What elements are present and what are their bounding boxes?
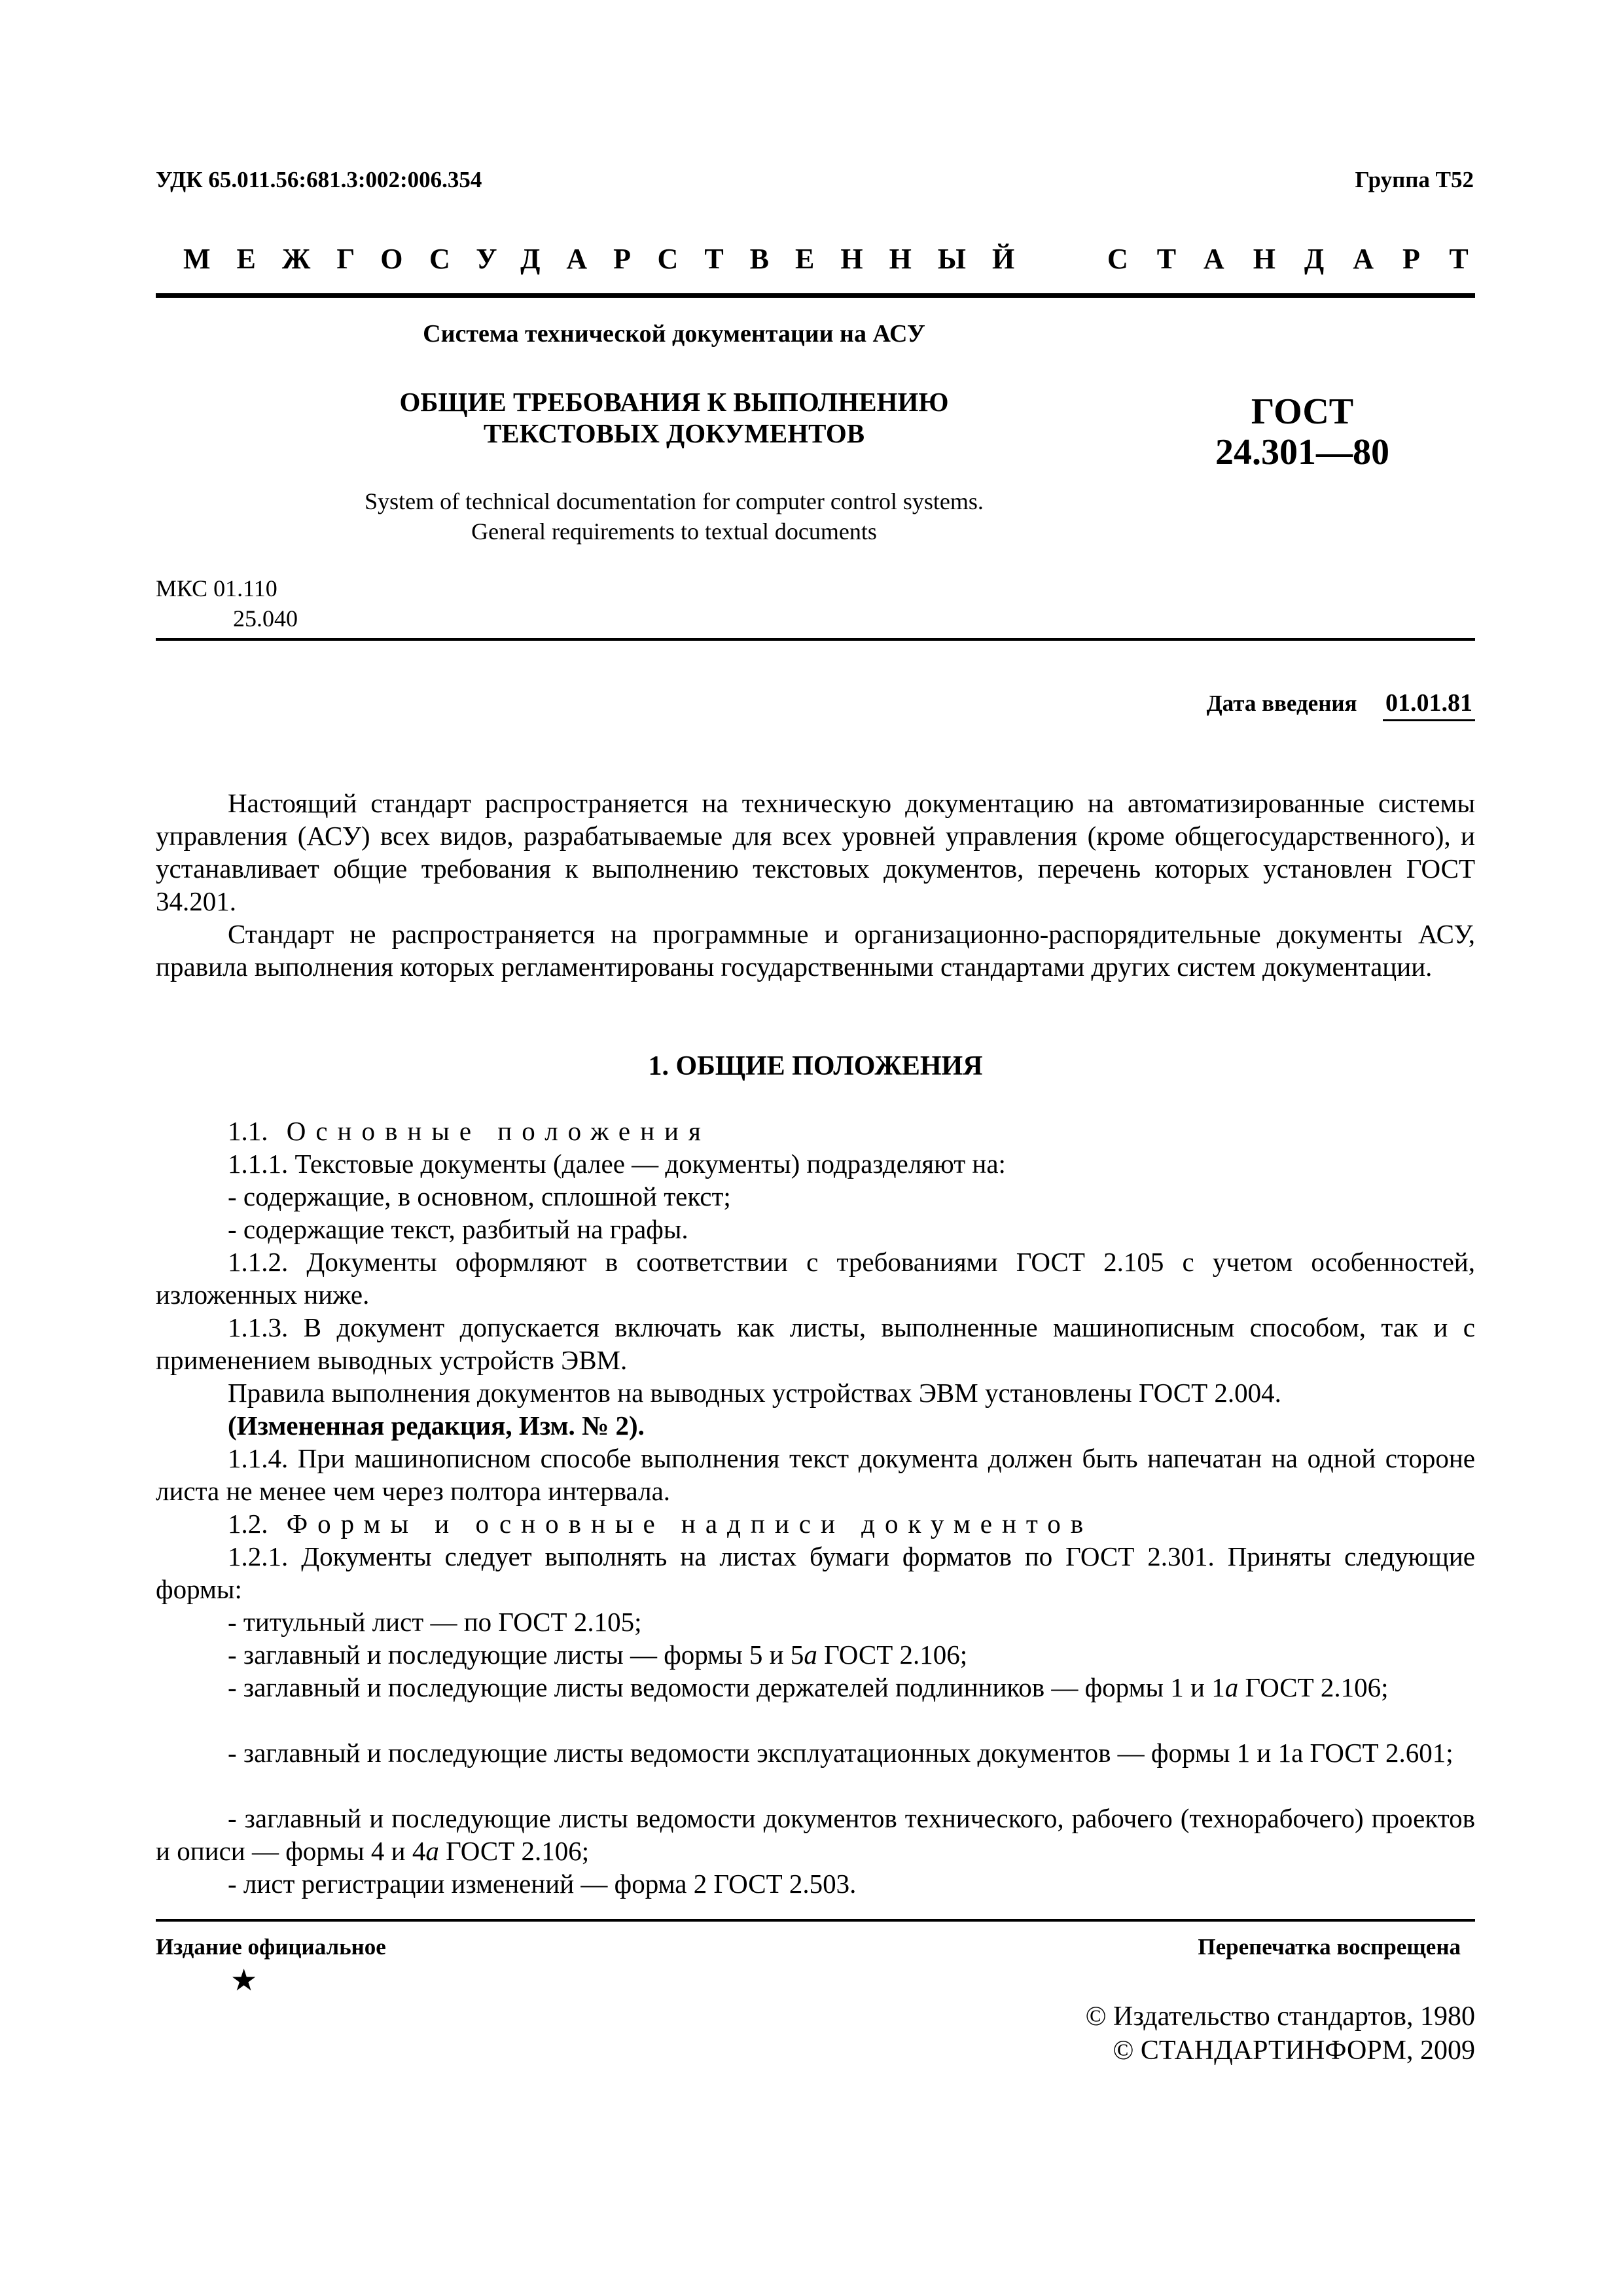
clause-evm-rules: Правила выполнения документов на выводных устройствах ЭВМ установлены ГОСТ 2.004. xyxy=(228,1378,1281,1408)
english-title-line2: General requirements to textual documents xyxy=(471,518,877,545)
title-block-rule xyxy=(156,638,1475,641)
subsection-1-1-title: Основные положения xyxy=(286,1116,711,1146)
form-project-docs-tail: ГОСТ 2.106; xyxy=(438,1836,590,1866)
footer-rule xyxy=(156,1919,1475,1922)
form-project-docs xyxy=(156,1802,1475,1867)
clause-1-1-1: 1.1.1. Текстовые документы (далее — документы) подразделяют на: xyxy=(228,1149,1006,1179)
banner-interstate: МЕЖГОСУДАРСТВЕННЫЙ xyxy=(183,243,1041,275)
mks-label: МКС 01.110 xyxy=(156,575,277,601)
english-title xyxy=(249,486,1099,547)
document-title xyxy=(347,386,1001,449)
clause-1-1-2: 1.1.2. Документы оформляют в соответствии с требованиями ГОСТ 2.105 с учетом особенностей, изложенных ниже. xyxy=(156,1247,1475,1310)
form-operational-docs: - заглавный и последующие листы ведомости эксплуатационных документов — формы 1 и 1а ГОСТ 2.601; xyxy=(228,1738,1454,1768)
clause-1-1-1-item-a: - содержащие, в основном, сплошной текст; xyxy=(228,1181,731,1211)
copyright-2009: © СТАНДАРТИНФОРМ, 2009 xyxy=(1113,2036,1475,2066)
form-main-sheets-italic: а xyxy=(804,1640,817,1670)
clause-1-2-1: 1.2.1. Документы следует выполнять на листах бумаги форматов по ГОСТ 2.301. Приняты следующие формы: xyxy=(156,1541,1475,1604)
copyright-1980: © Издательство стандартов, 1980 xyxy=(1085,2001,1475,2032)
form-change-register: - лист регистрации изменений — форма 2 ГОСТ 2.503. xyxy=(228,1869,857,1899)
star-icon: ★ xyxy=(230,1964,258,1997)
clause-1-1-4: 1.1.4. При машинописном способе выполнения текст документа должен быть напечатан на одной стороне листа не менее чем через полтора интервала. xyxy=(156,1443,1475,1506)
introduction-date-label: Дата введения xyxy=(1206,691,1357,716)
introduction-date xyxy=(1207,689,1475,717)
section-1-heading: 1. ОБЩИЕ ПОЛОЖЕНИЯ xyxy=(648,1051,983,1081)
banner-rule xyxy=(156,293,1475,298)
subsection-1-2-heading xyxy=(228,1507,1475,1540)
document-title-line2: ТЕКСТОВЫХ ДОКУМЕНТОВ xyxy=(483,418,865,448)
subsection-1-2-title: Формы и основные надписи документов xyxy=(286,1509,1094,1539)
form-title-page: - титульный лист — по ГОСТ 2.105; xyxy=(228,1607,642,1637)
subsection-1-2-number: 1.2. xyxy=(228,1509,268,1539)
group-code: Группа Т52 xyxy=(1355,167,1474,192)
form-project-docs-text: - заглавный и последующие листы ведомости документов технического, рабочего (технорабочего) проектов и описи — формы 4 и 4 xyxy=(156,1803,1475,1866)
amendment-note: (Измененная редакция, Изм. № 2). xyxy=(228,1410,645,1441)
official-edition: Издание официальное xyxy=(156,1934,386,1960)
mks-second: 25.040 xyxy=(233,605,298,632)
introduction-date-value: 01.01.81 xyxy=(1383,689,1475,721)
subsection-1-1-heading xyxy=(228,1115,1475,1147)
reprint-prohibited: Перепечатка воспрещена xyxy=(1198,1934,1461,1960)
form-original-holders-tail: ГОСТ 2.106; xyxy=(1238,1672,1389,1702)
document-title-line1: ОБЩИЕ ТРЕБОВАНИЯ К ВЫПОЛНЕНИЮ xyxy=(399,387,949,417)
clause-1-1-3: 1.1.3. В документ допускается включать как листы, выполненные машинописным способом, так и с применением выводных устройств ЭВМ. xyxy=(156,1312,1475,1375)
intro-paragraph-2: Стандарт не распространяется на программные и организационно-распорядительные документы АСУ, правила выполнения которых регламентированы государственными стандартами других систем документации. xyxy=(156,919,1475,982)
form-main-sheets-text: - заглавный и последующие листы — формы 5 и 5 xyxy=(228,1640,804,1670)
mks-codes xyxy=(156,573,298,634)
form-project-docs-italic: а xyxy=(425,1836,439,1866)
gost-designation xyxy=(1178,391,1427,473)
form-original-holders-text: - заглавный и последующие листы ведомости держателей подлинников — формы 1 и 1 xyxy=(228,1672,1225,1702)
clause-1-1-1-item-b: - содержащие текст, разбитый на графы. xyxy=(228,1214,688,1244)
intro-paragraph-1: Настоящий стандарт распространяется на техническую документацию на автоматизированные системы управления (АСУ) всех видов, разрабатываемые для всех уровней управления (кроме общегосударственного), и устанавливает общие требования к выполнению текстовых документов, перечень которых установлен ГОСТ 34.201. xyxy=(156,788,1475,916)
banner-standard: СТАНДАРТ xyxy=(1107,243,1497,275)
gost-number: 24.301—80 xyxy=(1215,432,1389,473)
form-original-holders xyxy=(156,1671,1475,1704)
form-main-sheets-tail: ГОСТ 2.106; xyxy=(817,1640,968,1670)
form-original-holders-italic: а xyxy=(1224,1672,1239,1702)
gost-label: ГОСТ xyxy=(1251,391,1354,432)
system-title: Система технической документации на АСУ xyxy=(423,320,925,348)
english-title-line1: System of technical documentation for computer control systems. xyxy=(365,488,984,514)
form-main-sheets xyxy=(156,1638,1475,1671)
copyright-block xyxy=(1086,2000,1475,2068)
udc-code: УДК 65.011.56:681.3:002:006.354 xyxy=(156,167,482,192)
subsection-1-1-number: 1.1. xyxy=(228,1116,268,1146)
